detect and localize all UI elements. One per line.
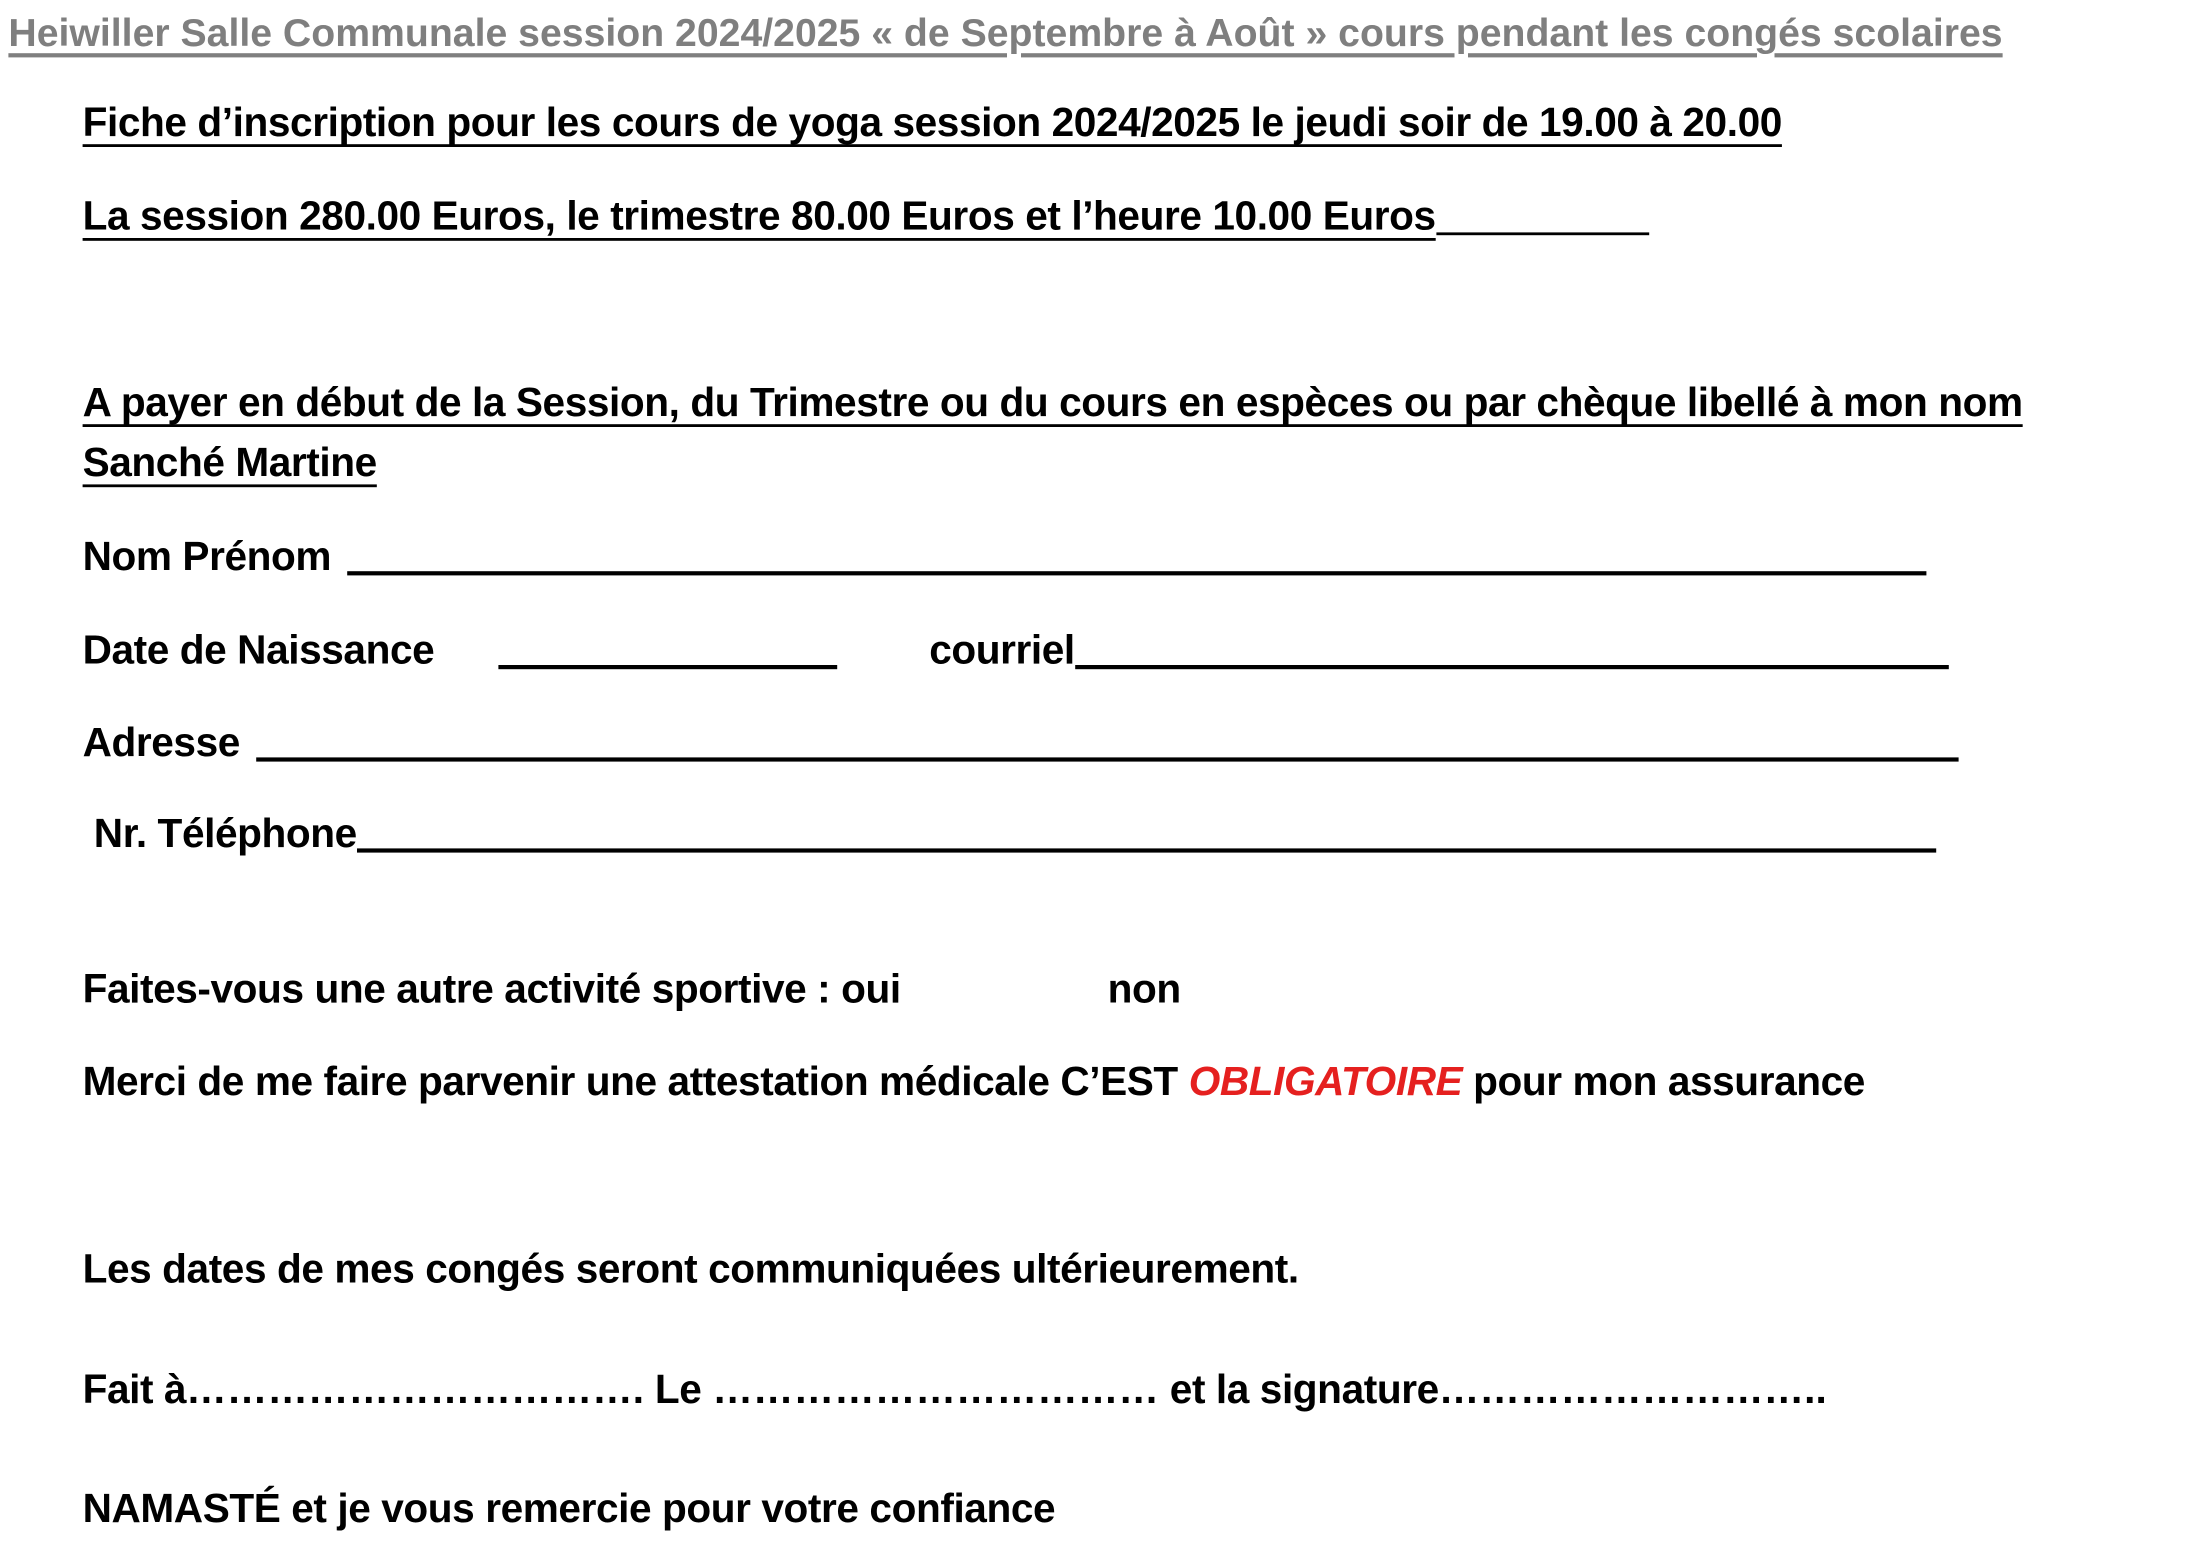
sport-question-row [83,965,1181,1015]
name-blank[interactable] [348,532,1927,575]
price-text: La session 280.00 Euros, le trimestre 80.00 Euros et l’heure 10.00 Euros [82,194,1436,240]
email-blank[interactable] [1075,626,1949,669]
place-label: Fait à [82,1367,187,1413]
page-header: Heiwiller Salle Communale session 2024/2025 « de Septembre à Août » cours pendant les congés scolaires [8,11,2003,55]
name-field-row [83,532,1927,582]
signature-label: et la signature [1169,1367,1439,1413]
payment-text-line2: Sanché Martine [82,441,377,486]
date-dots[interactable]: …………………………… [712,1367,1159,1413]
sport-no-option[interactable]: non [1107,967,1181,1013]
email-label: courriel [929,628,1075,674]
payment-text-line1: A payer en début de la Session, du Trimestre ou du cours en espèces ou par chèque libellé à mon nom [82,380,2023,426]
address-label: Adresse [82,721,240,766]
medical-emphasis: OBLIGATOIRE [1188,1059,1463,1105]
signature-dots[interactable]: ……………………….. [1438,1367,1827,1413]
name-label: Nom Prénom [82,534,332,580]
medical-text-after: pour mon assurance [1473,1059,1865,1105]
holidays-note: Les dates de mes congés seront communiquées ultérieurement. [82,1247,1299,1293]
signature-row [83,1365,1827,1415]
birthdate-label: Date de Naissance [82,628,435,674]
phone-field-row [94,809,1936,859]
birthdate-email-row [83,626,1949,676]
date-label: Le [654,1367,702,1413]
medical-note [83,1057,1865,1107]
price-underline [1436,193,1649,235]
form-title: Fiche d’inscription pour les cours de yoga session 2024/2025 le jeudi soir de 19.00 à 20.00 [82,100,1782,146]
birthdate-blank[interactable] [498,626,837,669]
address-field-row [83,718,1959,768]
medical-text-before: Merci de me faire parvenir une attestation médicale C’EST [82,1059,1178,1105]
sport-question: Faites-vous une autre activité sportive : oui [82,967,901,1013]
phone-label: Nr. Téléphone [93,812,357,857]
place-dots[interactable]: ……………………………. [186,1367,645,1413]
closing-line: NAMASTÉ et je vous remercie pour votre confiance [82,1486,1056,1532]
phone-blank[interactable] [357,809,1936,852]
address-blank[interactable] [256,718,1958,761]
price-line [83,192,1649,242]
